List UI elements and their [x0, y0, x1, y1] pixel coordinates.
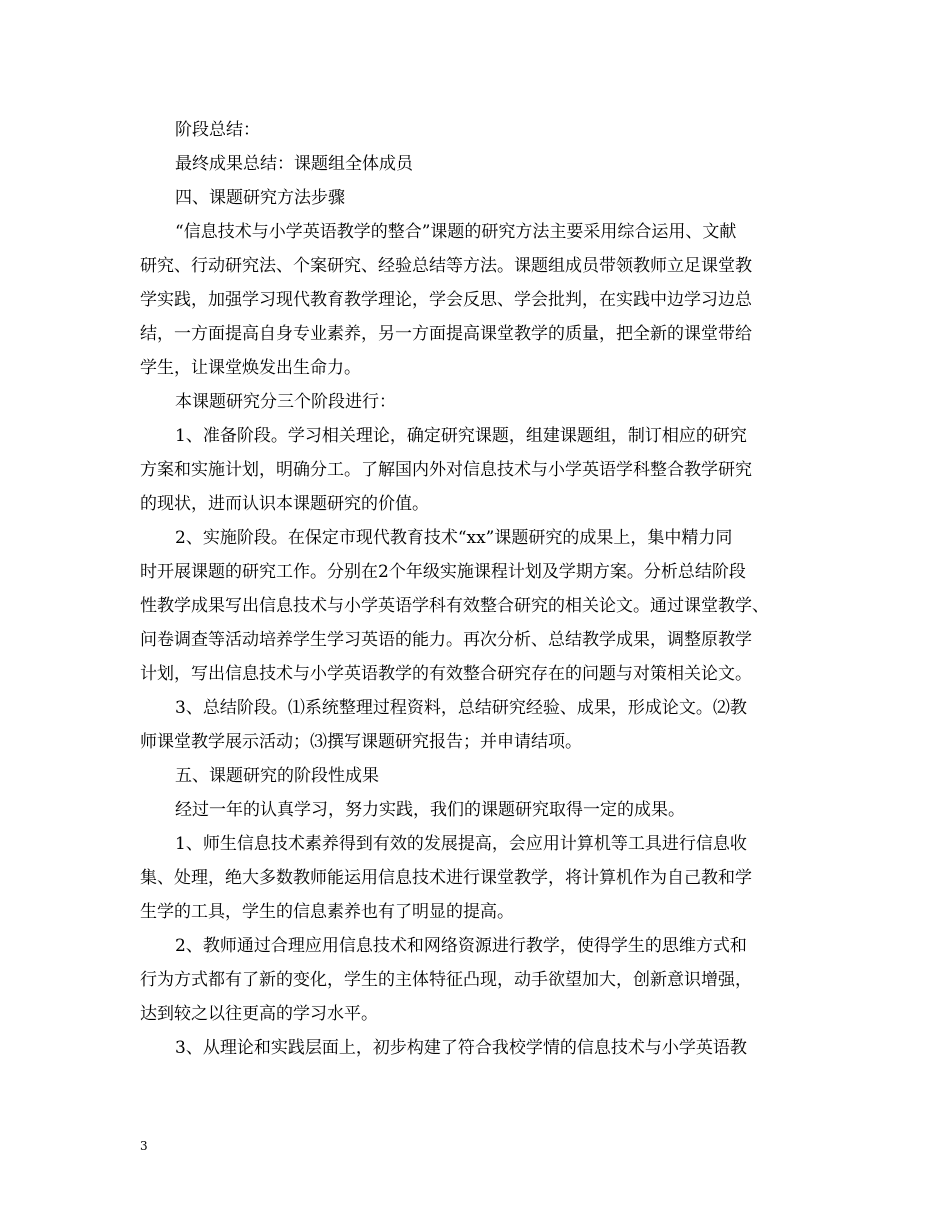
text-line: 的现状，进而认识本课题研究的价值。	[140, 494, 429, 514]
section-heading: 五、课题研究的阶段性成果	[175, 766, 379, 786]
text-line: 3、总结阶段。⑴系统整理过程资料，总结研究经验、成果，形成论文。⑵教	[175, 698, 747, 718]
text-line: 行为方式都有了新的变化，学生的主体特征凸现，动手欲望加大，创新意识增强，	[140, 970, 752, 990]
text-line: 2、实施阶段。在保定市现代教育技术“xx”课题研究的成果上，集中精力同	[175, 528, 733, 548]
text-line: 结，一方面提高自身专业素养，另一方面提高课堂教学的质量，把全新的课堂带给	[140, 324, 752, 344]
text-line: 计划，写出信息技术与小学英语教学的有效整合研究存在的问题与对策相关论文。	[140, 664, 752, 684]
document-body	[140, 113, 830, 1065]
text-line: 生学的工具，学生的信息素养也有了明显的提高。	[140, 902, 514, 922]
section-heading: 四、课题研究方法步骤	[175, 188, 345, 208]
text-line: 方案和实施计划，明确分工。了解国内外对信息技术与小学英语学科整合教学研究	[140, 460, 752, 480]
text-line: 1、师生信息技术素养得到有效的发展提高，会应用计算机等工具进行信息收	[175, 834, 747, 854]
text-line: 时开展课题的研究工作。分别在2个年级实施课程计划及学期方案。分析总结阶段	[140, 562, 746, 582]
text-line: 集、处理，绝大多数教师能运用信息技术进行课堂教学，将计算机作为自己教和学	[140, 868, 752, 888]
text-line: 本课题研究分三个阶段进行：	[175, 392, 396, 412]
text-line: “信息技术与小学英语教学的整合”课题的研究方法主要采用综合运用、文献	[175, 222, 737, 242]
text-line: 经过一年的认真学习，努力实践，我们的课题研究取得一定的成果。	[175, 800, 685, 820]
text-line: 研究、行动研究法、个案研究、经验总结等方法。课题组成员带领教师立足课堂教	[140, 256, 752, 276]
text-line: 学生，让课堂焕发出生命力。	[140, 358, 361, 378]
text-line: 1、准备阶段。学习相关理论，确定研究课题，组建课题组，制订相应的研究	[175, 426, 747, 446]
text-line: 阶段总结：	[175, 120, 260, 140]
text-line: 最终成果总结：课题组全体成员	[175, 154, 413, 174]
text-line: 3、从理论和实践层面上，初步构建了符合我校学情的信息技术与小学英语教	[175, 1038, 747, 1058]
text-line: 师课堂教学展示活动；⑶撰写课题研究报告；并申请结项。	[140, 732, 582, 752]
text-line: 达到较之以往更高的学习水平。	[140, 1004, 378, 1024]
text-line: 学实践，加强学习现代教育教学理论，学会反思、学会批判，在实践中边学习边总	[140, 290, 752, 310]
text-line: 2、教师通过合理应用信息技术和网络资源进行教学，使得学生的思维方式和	[175, 936, 747, 956]
text-line: 问卷调查等活动培养学生学习英语的能力。再次分析、总结教学成果，调整原教学	[140, 630, 752, 650]
text-line: 性教学成果写出信息技术与小学英语学科有效整合研究的相关论文。通过课堂教学、	[140, 596, 769, 616]
page-number: 3	[140, 1139, 148, 1153]
